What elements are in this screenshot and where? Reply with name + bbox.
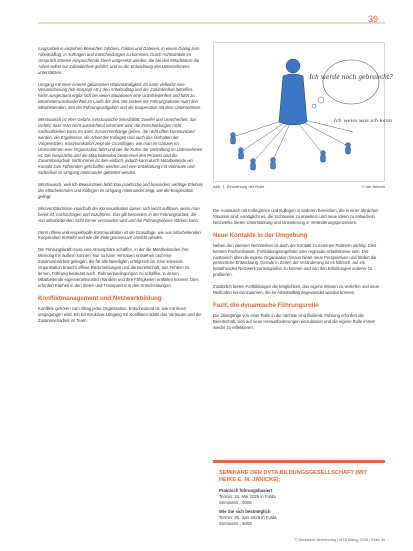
seminar-2-name: Wie Sie sich bestmöglich [219,509,271,515]
figure-side-text: Ich weiss was ich kann [333,118,393,124]
seminar-1-date: Termin: 24. Mai 2026 in Fulda [219,493,276,499]
right-heading: Neue Kontakte in der Umgebung [213,231,308,239]
caption-credit: © der Autorin [361,184,385,189]
role-illustration [213,42,393,182]
right-text-column [213,208,385,337]
right-heading: Fazit, die dynamische Führungsrolle [213,301,319,309]
left-paragraph: Denn offene und respektvolle Kommunikation ist die Grundlage, wie aus Mitarbeitenden Kooperation entsteht und wie die Ziele gemeinsam erreicht werden. [38,229,201,241]
caption-text: Abb. 1. Einordnung der Rolle [213,184,265,189]
left-paragraph: Umgang mit einer inneren gelassenen Widerständigkeit: Es kann vielleicht eine Verunsicherung (Ich-Konzept etc.) den Arbeitsalltag und der Zufriedenheit betreffen. Nicht ausgeräumt ergibt sich bei vielen Situationen eine Unzufriedenheit und führt zu Mitarbeiterunzufriedenheit im Laufe der Zeit. Die andere der Führungsebene nutzt den Mitarbeitenden, den der Führungsaufgaben und die Kooperation mit dem Unternehmen. [38,81,202,111]
page-number: 39 [368,14,379,24]
left-text-column [38,46,203,329]
role-illustration-figure [213,42,393,182]
figure-bubble-text: Ich werde noch gebraucht? [309,74,393,81]
left-paragraph: rungsarbeit in einzelnen Bereichen zuhören, Fakten und Datenen, in einem Dialog zum Arbeitsalltag, in Aufträgen und Entscheidungen zu kommen. Durch Achtsamkeit im Gespräch können Ansprechende Ideen umgesetzt werden, die bei den Mitarbeitern die Arbeit selbst zur Zufriedenheit geführt, und so die Entwicklung des Unternehmens unterstützen. [38,46,200,75]
seminar-box [213,460,385,531]
left-paragraph: Missverständnisse innerhalb der Kommunikation lassen sich leicht auflösen, wenn man bereit ist, nachzufragen und zuzuhören. Das gilt besonders in der Führungsarbeit, die von Mitarbeitenden nicht immer verstanden wird und die Führungsebene stärken kann. [38,205,200,223]
right-paragraph: Der Austausch mit Kolleginnen und Kollegen in anderen Bereichen, die in einer ähnlichen Situation sind, ermöglicht es, die Sichtweise zu erweitern und neue Ideen zu entwickeln. Netzwerke bieten Unterstützung und Orientierung in Veränderungsprozessen. [213,208,379,225]
left-heading: Konfliktmanagement und Netzwerkbildung [38,294,162,302]
right-paragraph: Die Übergänge von einer Rolle in die nächste sind fließend. Führung erfordert die Bereitschaft, sich auf neue Herausforderungen einzulassen und die eigene Rolle immer wieder zu reflektieren. [213,312,376,330]
right-paragraph: Zusätzlich bieten Fortbildungen die Möglichkeit, das eigene Wissen zu vertiefen und neue Methoden kennenzulernen, die im Arbeitsalltag angewendet werden können. [213,284,380,296]
seminar-1-number: Seminarnr.: 5006 [219,499,252,505]
left-paragraph: Konflikte gehören zum Alltag jeder Organisation. Entscheidend ist, wie mit ihnen umgegangen wird. Ein konstruktiver Umgang mit Konflikten stärkt das Vertrauen und die Zusammenarbeit im Team. [38,305,202,323]
left-paragraph: Die Führungskraft muss eine Atmosphäre schaffen, in der die Mitarbeitenden ihre Meinung frei äußern können. Nur so kann Vertrauen entstehen und eine Zusammenarbeit gelingen, die für alle Beteiligten erfolgreich ist. Eine lernende Organisation braucht offene Rückmeldungen und die Bereitschaft, aus Fehlern zu lernen. Führung bedeutet auch, Rahmenbedingungen zu schaffen, in denen Mitarbeitende eigenverantwortlich handeln und ihre Fähigkeiten entfalten können. Dies erfordert Klarheit in den Zielen und Transparenz in den Entscheidungen. [38,247,199,288]
left-paragraph: Misstrauisch, weil Ich-Bewusstsein fehlt: Das praktische und besonders wichtige Erlebnis der Mitarbeitenden und Kollegen im Umgang miteinander zeigt, wie die Kooperation gelingt. [38,182,203,199]
seminar-2-number: Seminarnr.: 5008 [219,520,252,526]
right-paragraph: Neben den internen Netzwerken ist auch der Kontakt zu externen Partnern wichtig. Dies können Fachverbände, Fortbildungsangebote oder regionale Arbeitskreise sein. Der Austausch über die eigene Organisation hinaus bietet neue Perspektiven und fördert die persönliche Entwicklung. Gerade in Zeiten der Veränderung ist es hilfreich, auf ein bestehendes Netzwerk zurückgreifen zu können und von den Erfahrungen anderer zu profitieren. [213,242,377,278]
figure-caption [213,184,385,192]
seminar-title: SEMINARE DER DVTA BILDUNGSGESELLSCHAFT (MIT HEIKE E. M. JANICKE): [219,470,367,483]
seminar-1-name: Praktisch führungsbasiert [219,488,273,493]
left-paragraph: Misstrauisch ist eher Gefahr, misstrauische Sensibilität: Zweifel und Unsicherheit, das Gefühl, dass man nicht ausreichend informiert wird, die Entscheidungen nicht nachvollziehen kann. Es kann Zusammenhänge geben, die nicht offen kommuniziert werden, die Ergebnisse, die Arbeit der Kollegen und auch das Verhalten der Vorgesetzten. Kommunikation zeigt die Grundlagen, wie man im Ganzen im Unternehmen eine Organisation führt und wie die Kultur der Gestaltung im Unternehmen ist. Die Gespräche und die Mitarbeitenden bestimmen den Prozess und die Zusammenarbeit. Nicht immer ist dies einfach, jedoch kann durch Mitarbeitende ein Kontakt zum Führenden geschaffen werden und eine Entwicklung mit Vertrauen und Sicherheit im Umgang miteinander gefördert werden. [38,117,203,176]
page-footer: © Deutscher Ärzteverlag | MTA Dialog 2026 | Seite 39 [294,538,385,542]
seminar-2-date: Termin: 25. Juni 2026 in Fulda [219,515,277,521]
header-rule [38,22,385,24]
